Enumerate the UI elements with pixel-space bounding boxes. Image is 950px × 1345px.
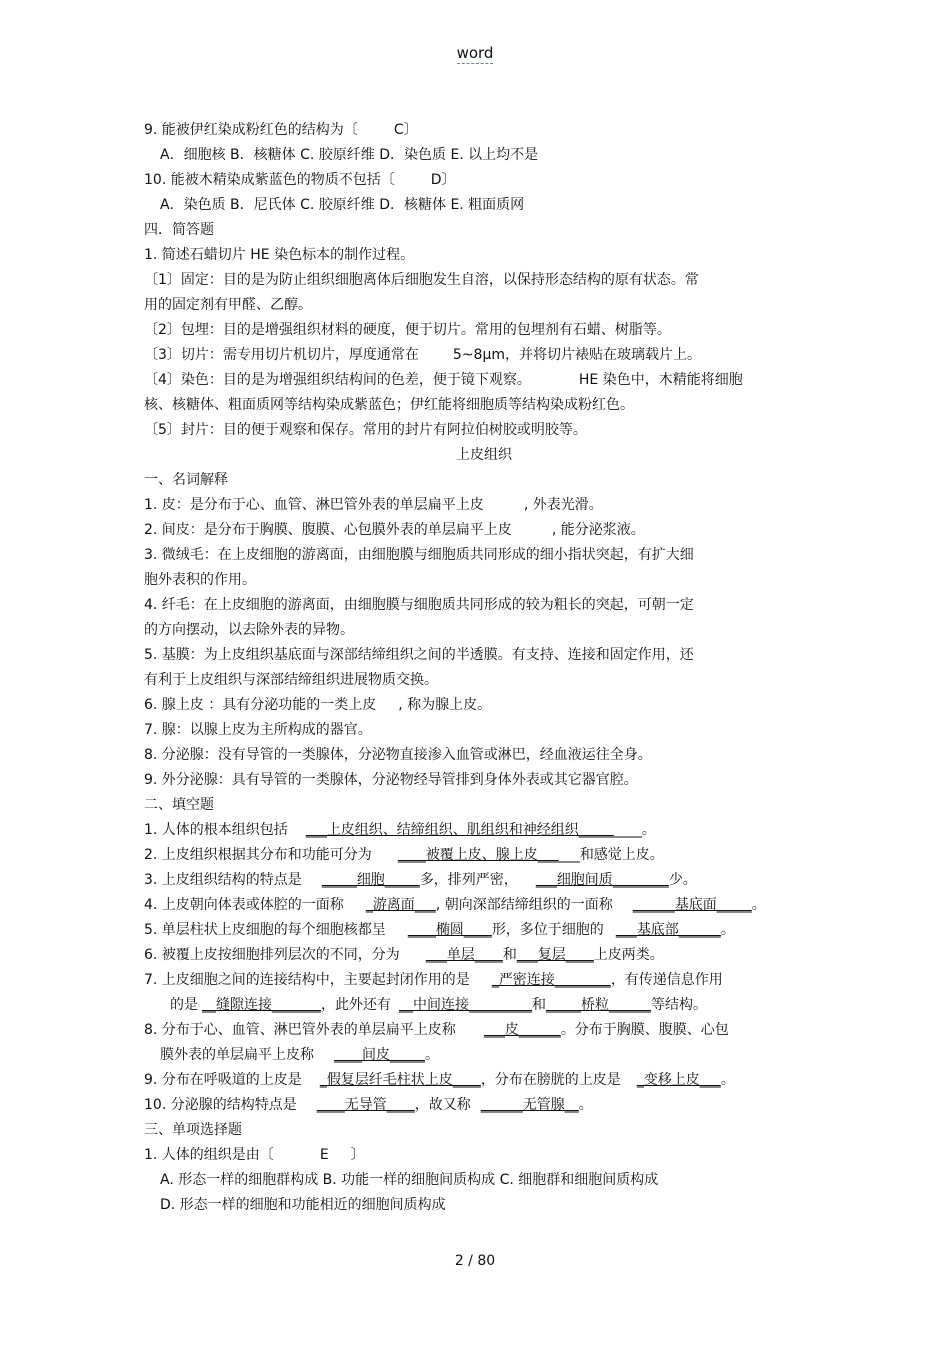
fill-item: 7. 上皮细胞之间的连接结构中，主要起封闭作用的是 _严密连接________，有传递信息作用 [144,972,723,988]
fill-item: 膜外表的单层扁平上皮称 ____间皮_____。 [160,1047,439,1063]
paragraph: 核、核糖体、粗面质网等结构染成紫蓝色；伊红能将细胞质等结构染成粉红色。 [144,397,634,413]
answer-blank: ____无导管____ [316,1097,415,1113]
answer-blank: ____椭圆____ [407,922,492,938]
document-body [144,118,824,1218]
fill-item: 2. 上皮组织根据其分布和功能可分为 ____被覆上皮、腺上皮______和感觉上皮。 [144,847,664,863]
answer: C〕 [393,122,418,138]
answer-blank: __中间连接_________ [399,997,532,1013]
term-item: 1. 皮：是分布于心、血管、淋巴管外表的单层扁平上皮 , 外表光滑。 [144,497,603,513]
term-item: 3. 微绒毛：在上皮细胞的游离面，由细胞膜与细胞质共同形成的细小指状突起，有扩大细 [144,547,694,563]
question-10-options: A．染色质 B．尼氏体 C. 胶原纤维 D．核糖体 E. 粗面质网 [160,197,525,213]
fill-item: 的是 __缝隙连接_______，此外还有 __中间连接_________和_____桥粒______等结构。 [170,997,707,1013]
fill-item: 9. 分布在呼吸道的上皮是 _假复层纤毛柱状上皮____，分布在膀胱的上皮是 _变移上皮___。 [144,1072,735,1088]
page-header [0,44,950,62]
term-item: 2. 间皮：是分布于胸膜、腹膜、心包膜外表的单层扁平上皮 , 能分泌浆液。 [144,522,645,538]
answer-blank: ______无管腺__ [480,1097,579,1113]
section-heading: 四．简答题 [144,222,214,238]
choice-question-1: 1. 人体的组织是由〔 E 〕 [144,1147,365,1163]
answer-blank: ____被覆上皮、腺上皮___ [397,847,559,863]
chapter-title: 上皮组织 [456,447,512,463]
answer-blank: _____细胞_____ [321,872,420,888]
choice-options: A. 形态一样的细胞群构成 B. 功能一样的细胞间质构成 C. 细胞群和细胞间质构成 [160,1172,659,1188]
short-question-1: 1. 简述石蜡切片 HE 染色标本的制作过程。 [144,247,415,263]
fill-item: 6. 被覆上皮按细胞排列层次的不同，分为 ___单层____和___复层____上皮两类。 [144,947,664,963]
section-heading: 一、名词解释 [144,472,228,488]
answer-blank: ___单层____ [425,947,503,963]
term-item: 的方向摆动，以去除外表的异物。 [144,622,354,638]
paragraph: 用的固定剂有甲醛、乙醇。 [144,297,312,313]
header-title: word [456,44,494,62]
term-item: 胞外表积的作用。 [144,572,256,588]
term-item: 4. 纤毛：在上皮细胞的游离面，由细胞膜与细胞质共同形成的较为粗长的突起，可朝一定 [144,597,694,613]
term-item: 5. 基膜：为上皮组织基底面与深部结缔组织之间的半透膜。有支持、连接和固定作用，还 [144,647,694,663]
answer-blank: _假复层纤毛柱状上皮____ [319,1072,481,1088]
section-heading: 二、填空题 [144,797,214,813]
answer-blank: ___上皮组织、结缔组织、肌组织和神经组织_____ [305,822,614,838]
answer-blank: __缝隙连接_______ [202,997,321,1013]
answer-blank: ____间皮_____ [334,1047,425,1063]
term-item: 有利于上皮组织与深部结缔组织进展物质交换。 [144,672,438,688]
paragraph: 〔3〕切片：需专用切片机切片，厚度通常在 5~8μm，并将切片裱贴在玻璃载片上。 [144,347,701,363]
term-item: 6. 腺上皮 ：具有分泌功能的一类上皮 , 称为腺上皮。 [144,697,492,713]
question-9: 9. 能被伊红染成粉红色的结构为〔 C〕 [144,122,418,138]
term-item: 7. 腺：以腺上皮为主所构成的器官。 [144,722,372,738]
answer-blank: _____桥粒______ [546,997,651,1013]
answer: E [319,1147,329,1163]
answer-blank: ___基底部______ [615,922,721,938]
answer: D〕 [430,172,456,188]
question-10: 10. 能被木精染成紫蓝色的物质不包括〔 D〕 [144,172,456,188]
term-item: 8. 分泌腺：没有导管的一类腺体，分泌物直接渗入血管或淋巴，经血液运往全身。 [144,747,652,763]
fill-item: 8. 分布于心、血管、淋巴管外表的单层扁平上皮称 ___皮______。分布于胸膜、腹膜、心包 [144,1022,729,1038]
fill-item: 1. 人体的根本组织包括 ___上皮组织、结缔组织、肌组织和神经组织_________。 [144,822,656,838]
term-item: 9. 外分泌腺：具有导管的一类腺体，分泌物经导管排到身体外表或其它器官腔。 [144,772,638,788]
choice-options: D. 形态一样的细胞和功能相近的细胞间质构成 [160,1197,446,1213]
paragraph: 〔1〕固定：目的是为防止组织细胞离体后细胞发生自溶，以保持形态结构的原有状态。常 [144,272,699,288]
fill-item: 3. 上皮组织结构的特点是 _____细胞_____多，排列严密， ___细胞间质________少。 [144,872,697,888]
paragraph: 〔5〕封片：目的便于观察和保存。常用的封片有阿拉伯树胶或明胶等。 [144,422,587,438]
fill-item: 4. 上皮朝向体表或体腔的一面称 _游离面___, 朝向深部结缔组织的一面称 ______基底面_____。 [144,897,766,913]
page-number: 2 / 80 [454,1253,496,1269]
section-heading: 三、单项选择题 [144,1122,242,1138]
fill-item: 5. 单层柱状上皮细胞的每个细胞核都呈 ____椭圆____形，多位于细胞的 ___基底部______。 [144,922,735,938]
paragraph: 〔2〕包埋：目的是增强组织材料的硬度，便于切片。常用的包埋剂有石蜡、树脂等。 [144,322,671,338]
question-9-options: A．细胞核 B．核糖体 C. 胶原纤维 D．染色质 E. 以上均不是 [160,147,539,163]
answer-blank: ___细胞间质________ [535,872,669,888]
paragraph: 〔4〕染色：目的是为增强组织结构间的色差，便于镜下观察。 HE 染色中，木精能将细胞 [144,372,743,388]
answer-blank: ___复层____ [516,947,594,963]
answer-blank: ______基底面_____ [632,897,752,913]
answer-blank: ___皮______ [483,1022,561,1038]
answer-blank: _游离面___ [365,897,436,913]
answer-blank: _变移上皮___ [636,1072,721,1088]
answer-blank: _严密连接________ [491,972,611,988]
fill-item: 10. 分泌腺的结构特点是 ____无导管____，故又称 ______无管腺__。 [144,1097,593,1113]
